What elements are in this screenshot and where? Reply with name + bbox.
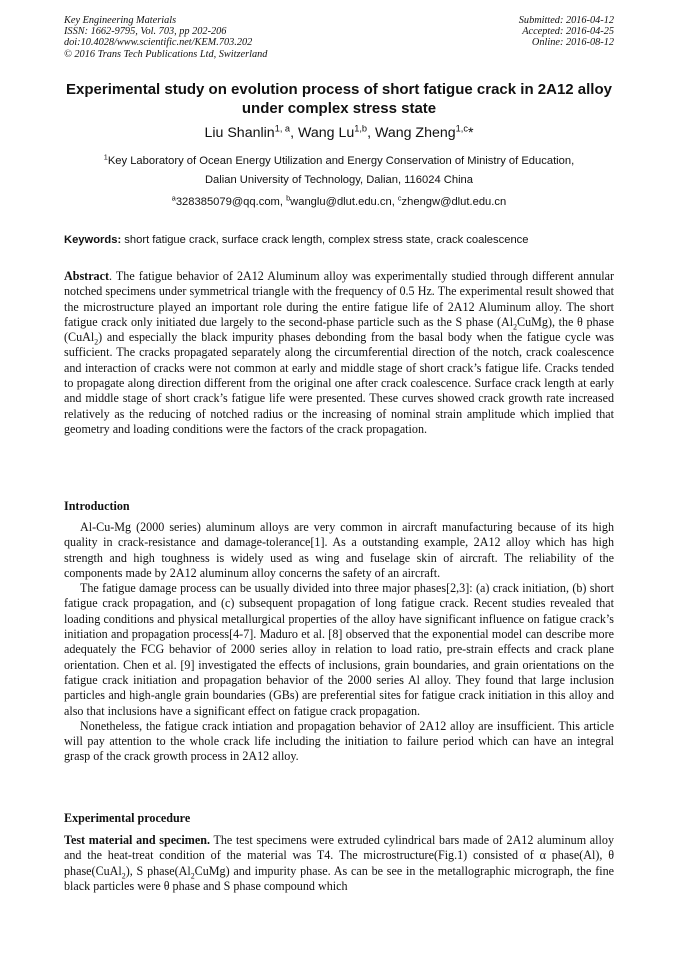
email-separator: ,: [391, 196, 398, 208]
email-mark: b: [286, 193, 291, 203]
email-separator: ,: [279, 196, 287, 208]
experimental-body: [64, 833, 614, 894]
subscript: 2: [94, 337, 99, 347]
email-address[interactable]: 328385079@qq.com: [175, 196, 280, 208]
experimental-text: CuMg) and impurity phase. As can be see in the metallographic micrograph, the fine black particles were θ phase and S phase compound which: [64, 863, 614, 893]
online-date: Online: 2016-08-12: [531, 37, 614, 49]
abstract-label: Abstract: [64, 269, 110, 283]
author-list: [0, 124, 678, 142]
copyright-line: © 2016 Trans Tech Publications Ltd, Switzerland: [64, 48, 268, 60]
author-affil-mark: 1,b: [354, 123, 368, 134]
introduction-body: [64, 520, 614, 765]
subsection-label: Test material and specimen.: [64, 833, 210, 847]
subscript: 2: [513, 322, 518, 332]
keywords-text: short fatigue crack, surface crack length, complex stress state, crack coalescence: [121, 234, 529, 246]
abstract: [64, 269, 614, 437]
experimental-text: The test specimens were extruded cylindrical bars made of 2A12 aluminum alloy and the heat-treat condition of the material was T4. The microstructure(Fig.1) consisted of α phase(Al), θ phase(CuAl: [64, 833, 614, 878]
submitted-date: Submitted: 2016-04-12: [518, 15, 614, 26]
affiliation-text-1: Key Laboratory of Ocean Energy Utilization and Energy Conservation of Ministry of Education,: [107, 155, 575, 167]
issn-line: ISSN: 1662-9795, Vol. 703, pp 202-206: [64, 26, 227, 38]
email-mark: a: [171, 193, 176, 203]
intro-paragraph-1: Al-Cu-Mg (2000 series) aluminum alloys are very common in aircraft manufacturing because of its high quality in crack-resistance and damage-tolerance[1]. As a outstanding example, 2A12 alloy which has high strength and high toughness is widely used as wing and fuselage skin of aircraft. The reliability of the components made by 2A12 aluminum alloy concerns the safety of an aircraft.: [64, 520, 614, 580]
author-affil-mark: 1, a: [274, 123, 291, 134]
journal-name: Key Engineering Materials: [64, 15, 177, 26]
introduction-heading: Introduction: [64, 499, 130, 513]
subscript: 2: [190, 871, 195, 880]
intro-paragraph-2: The fatigue damage process can be usually divided into three major phases[2,3]: (a) crack initiation, (b) short fatigue crack propagation, and (c) subsequent propagation of long fatigue crack. Recent studies revealed that loading conditions and physical metallurgical properties of the alloy have significant influence on fatigue crack’s initiation and propagation process[4-7]. Maduro et al. [8] observed that the exponential model can describe more adequately the FCG behavior of 2000 series alloy in relation to load ratio, pre-strain effects and crack plane orientation. Chen et al. [9] investigated the effects of inclusions, grain boundaries, and grain orientations on the fatigue crack initiation and propagation behavior of the 2000 series Al alloy. They found that large inclusion particles and high-angle grain boundaries (GBs) are preferential sites for fatigue crack initiation in this alloy and also that inclusions have a significant effect on fatigue crack propagation.: [64, 581, 614, 718]
email-list: [60, 195, 618, 210]
author-separator: ,: [290, 125, 298, 141]
experimental-heading: Experimental procedure: [64, 811, 191, 825]
journal-header-left: [64, 15, 267, 60]
affiliation-number: 1: [103, 152, 108, 162]
abstract-text: ) and especially the black impurity phases debonding from the basal body when the fatigue cycle was sufficient. The cracks propagated separately along the circumferential direction of the notch, crack coalescence and interaction of cracks were not common at early and middle stage of short crack’s fatigue life. Cracks tended to propagate along direction different from the original one after crack coalescence. Surface crack length at early and middle stage of short crack’s fatigue life were presented. These curves showed crack growth rate increased relatively as the reducing of notched radius or the increasing of nominal strain amplitude which implied that geometry and loading conditions were the factors of the crack propagation.: [64, 330, 614, 436]
email-address[interactable]: zhengw@dlut.edu.cn: [401, 196, 507, 208]
abstract-text: . The fatigue behavior of 2A12 Aluminum alloy was experimentally studied through different annular notched specimens under symmetrical triangle with the frequency of 0.5 Hz. The experimental result showed that the microstructure played an important role during the entire fatigue life of 2A12 Aluminum alloy. The short fatigue crack only initiated due largely to the second-phase particle such as the S phase (Al: [64, 269, 614, 329]
corresponding-author-mark: *: [467, 125, 474, 141]
author-name: Liu Shanlin: [204, 125, 275, 141]
author-name: Wang Zheng: [374, 125, 456, 141]
affiliation: [60, 152, 618, 190]
doi-line: doi:10.4028/www.scientific.net/KEM.703.202: [64, 37, 253, 49]
experimental-text: ), S phase(Al: [125, 863, 191, 878]
affiliation-line-1: [60, 152, 618, 171]
keywords: [64, 233, 624, 248]
email-address[interactable]: wanglu@dlut.edu.cn: [290, 196, 392, 208]
paper-title: Experimental study on evolution process of short fatigue crack in 2A12 alloy under complex stress state: [66, 81, 612, 117]
subscript: 2: [121, 871, 126, 880]
affiliation-text-2: Dalian University of Technology, Dalian, 116024 China: [204, 174, 474, 186]
author-name: Wang Lu: [297, 125, 355, 141]
journal-header-right: [519, 15, 614, 49]
author-separator: ,: [367, 125, 375, 141]
email-mark: c: [397, 193, 402, 203]
keywords-label: Keywords:: [64, 234, 122, 246]
intro-paragraph-3: Nonetheless, the fatigue crack intiation and propagation behavior of 2A12 alloy are insufficient. This article will pay attention to the whole crack life including the initiation to failure period which can have an integral grasp of the crack growth process in 2A12 alloy.: [64, 718, 614, 764]
abstract-text: CuMg), the θ phase (CuAl: [64, 314, 614, 345]
author-affil-mark: 1,c: [455, 123, 468, 134]
accepted-date: Accepted: 2016-04-25: [522, 26, 614, 38]
